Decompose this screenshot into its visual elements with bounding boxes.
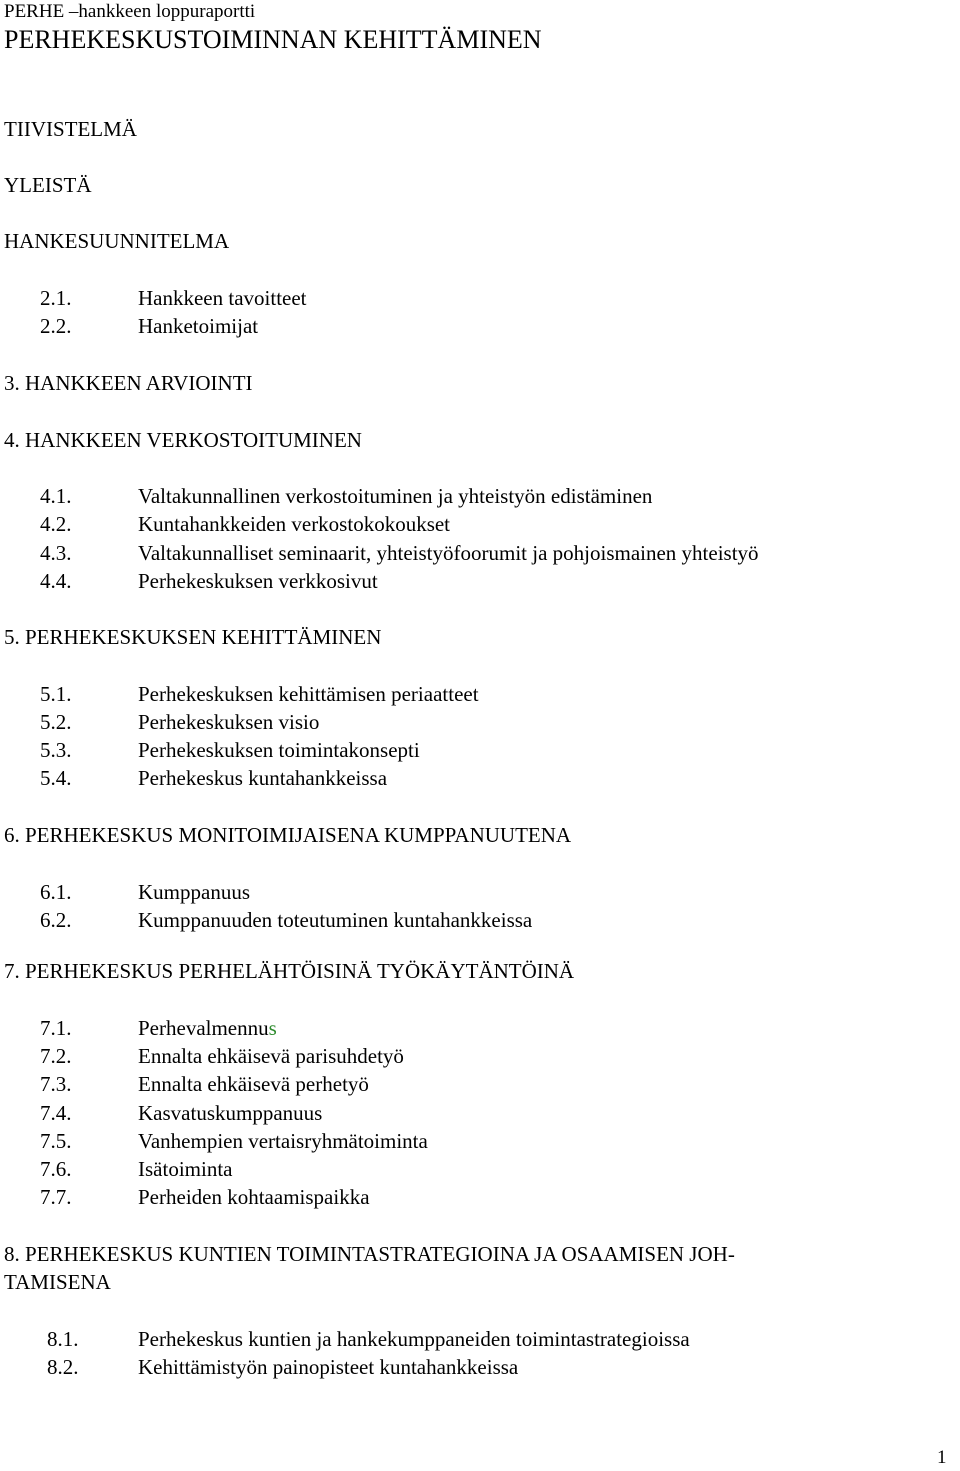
- toc-item-number: 8.2.: [47, 1355, 79, 1379]
- toc-item-label: [138, 1016, 277, 1040]
- toc-item-number: 4.4.: [40, 569, 72, 593]
- toc-item-number: 4.3.: [40, 541, 72, 565]
- toc-item-label: Perhekeskus kuntahankkeissa: [138, 766, 388, 790]
- toc-item-number: 5.2.: [40, 710, 72, 734]
- toc-item-label: Hanketoimijat: [138, 314, 259, 338]
- toc-item-label: Valtakunnalliset seminaarit, yhteistyöfoorumit ja pohjoismainen yhteistyö: [138, 541, 759, 565]
- toc-item-number: 7.2.: [40, 1044, 72, 1068]
- toc-item-number: 2.2.: [40, 314, 72, 338]
- toc-item-number: 7.5.: [40, 1129, 72, 1153]
- toc-item-label: Perhekeskus kuntien ja hankekumppaneiden toimintastrategioissa: [138, 1327, 690, 1351]
- toc-item-label: Perhekeskuksen visio: [138, 710, 320, 734]
- toc-item-label: Hankkeen tavoitteet: [138, 286, 307, 310]
- toc-item-label-main: Perhevalmennu: [138, 1016, 269, 1040]
- toc-item-label: Isätoiminta: [138, 1157, 233, 1181]
- toc-item-label-tail: s: [268, 1016, 277, 1040]
- toc-hankesuunnitelma: HANKESUUNNITELMA: [4, 229, 230, 253]
- page-number: 1: [937, 1447, 947, 1468]
- toc-section-6: 6. PERHEKESKUS MONITOIMIJAISENA KUMPPANUUTENA: [4, 823, 572, 847]
- toc-section-5: 5. PERHEKESKUKSEN KEHITTÄMINEN: [4, 625, 382, 649]
- toc-item-number: 7.7.: [40, 1185, 72, 1209]
- toc-section-8-continued: TAMISENA: [4, 1270, 111, 1294]
- toc-item-number: 4.1.: [40, 484, 72, 508]
- toc-tiivistelma: TIIVISTELMÄ: [4, 117, 137, 141]
- toc-item-number: 6.1.: [40, 880, 72, 904]
- toc-item-number: 6.2.: [40, 908, 72, 932]
- toc-item-label: Valtakunnallinen verkostoituminen ja yhteistyön edistäminen: [138, 484, 653, 508]
- toc-item-number: 7.4.: [40, 1101, 72, 1125]
- toc-item-number: 2.1.: [40, 286, 72, 310]
- toc-item-number: 5.4.: [40, 766, 72, 790]
- toc-item-label: Perhekeskuksen toimintakonsepti: [138, 738, 420, 762]
- toc-section-8: 8. PERHEKESKUS KUNTIEN TOIMINTASTRATEGIOINA JA OSAAMISEN JOH-: [4, 1242, 735, 1266]
- toc-item-number: 5.1.: [40, 682, 72, 706]
- toc-item-number: 7.3.: [40, 1072, 72, 1096]
- toc-item-label: Ennalta ehkäisevä perhetyö: [138, 1072, 369, 1096]
- toc-item-number: 7.6.: [40, 1157, 72, 1181]
- toc-item-label: Kuntahankkeiden verkostokokoukset: [138, 512, 451, 536]
- toc-section-3: 3. HANKKEEN ARVIOINTI: [4, 371, 253, 395]
- toc-item-label: Perheiden kohtaamispaikka: [138, 1185, 370, 1209]
- toc-item-label: Perhekeskuksen verkkosivut: [138, 569, 378, 593]
- toc-item-label: Ennalta ehkäisevä parisuhdetyö: [138, 1044, 404, 1068]
- toc-item-number: 4.2.: [40, 512, 72, 536]
- toc-section-7: 7. PERHEKESKUS PERHELÄHTÖISINÄ TYÖKÄYTÄNTÖINÄ: [4, 959, 575, 983]
- toc-item-label: Vanhempien vertaisryhmätoiminta: [138, 1129, 428, 1153]
- toc-item-number: 7.1.: [40, 1016, 72, 1040]
- toc-item-label: Kumppanuus: [138, 880, 250, 904]
- toc-item-number: 8.1.: [47, 1327, 79, 1351]
- toc-item-label: Kumppanuuden toteutuminen kuntahankkeissa: [138, 908, 533, 932]
- running-header: PERHE –hankkeen loppuraportti: [4, 1, 256, 22]
- toc-item-number: 5.3.: [40, 738, 72, 762]
- toc-item-label: Kehittämistyön painopisteet kuntahankkeissa: [138, 1355, 519, 1379]
- document-title: PERHEKESKUSTOIMINNAN KEHITTÄMINEN: [4, 25, 542, 54]
- toc-item-label: Kasvatuskumppanuus: [138, 1101, 323, 1125]
- toc-item-label: Perhekeskuksen kehittämisen periaatteet: [138, 682, 479, 706]
- toc-yleista: YLEISTÄ: [4, 173, 92, 197]
- toc-section-4: 4. HANKKEEN VERKOSTOITUMINEN: [4, 428, 362, 452]
